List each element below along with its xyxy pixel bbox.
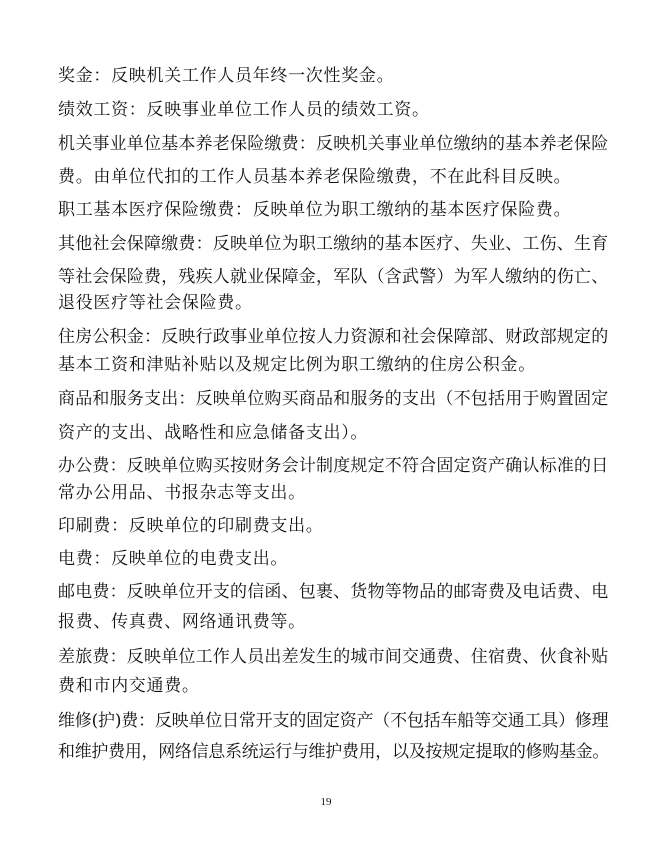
text-line: 机关事业单位基本养老保险缴费：反映机关事业单位缴纳的基本养老保险 xyxy=(58,134,609,154)
text-line: 退役医疗等社会保险费。 xyxy=(58,293,253,313)
text-line: 常办公用品、书报杂志等支出。 xyxy=(58,483,306,503)
text-line: 资产的支出、战略性和应急储备支出）。 xyxy=(58,423,369,443)
text-line: 费和市内交通费。 xyxy=(58,676,200,696)
text-line: 电费：反映单位的电费支出。 xyxy=(58,549,289,569)
text-line: 维修(护)费：反映单位日常开支的固定资产（不包括车船等交通工具）修理 xyxy=(58,711,609,731)
text-line: 等社会保险费，残疾人就业保障金，军队（含武警）为军人缴纳的伤亡、 xyxy=(58,267,609,287)
text-line: 办公费：反映单位购买按财务会计制度规定不符合固定资产确认标准的日 xyxy=(58,456,609,476)
text-line: 绩效工资：反映事业单位工作人员的绩效工资。 xyxy=(58,100,430,120)
text-line: 住房公积金：反映行政事业单位按人力资源和社会保障部、财政部规定的 xyxy=(58,327,609,347)
text-line: 基本工资和津贴补贴以及规定比例为职工缴纳的住房公积金。 xyxy=(58,355,536,375)
text-line: 报费、传真费、网络通讯费等。 xyxy=(58,612,306,632)
text-line: 和维护费用，网络信息系统运行与维护费用，以及按规定提取的修购基金。 xyxy=(58,742,610,762)
text-line: 奖金：反映机关工作人员年终一次性奖金。 xyxy=(58,66,395,86)
text-line: 其他社会保障缴费：反映单位为职工缴纳的基本医疗、失业、工伤、生育 xyxy=(58,234,609,254)
page-number: 19 xyxy=(320,796,332,808)
text-line: 费。由单位代扣的工作人员基本养老保险缴费，不在此科目反映。 xyxy=(58,167,572,187)
text-line: 职工基本医疗保险缴费：反映单位为职工缴纳的基本医疗保险费。 xyxy=(58,200,572,220)
text-line: 差旅费：反映单位工作人员出差发生的城市间交通费、住宿费、伙食补贴 xyxy=(58,647,609,667)
text-line: 商品和服务支出：反映单位购买商品和服务的支出（不包括用于购置固定 xyxy=(58,389,609,409)
text-line: 邮电费：反映单位开支的信函、包裹、货物等物品的邮寄费及电话费、电 xyxy=(58,582,609,602)
text-line: 印刷费：反映单位的印刷费支出。 xyxy=(58,516,324,536)
